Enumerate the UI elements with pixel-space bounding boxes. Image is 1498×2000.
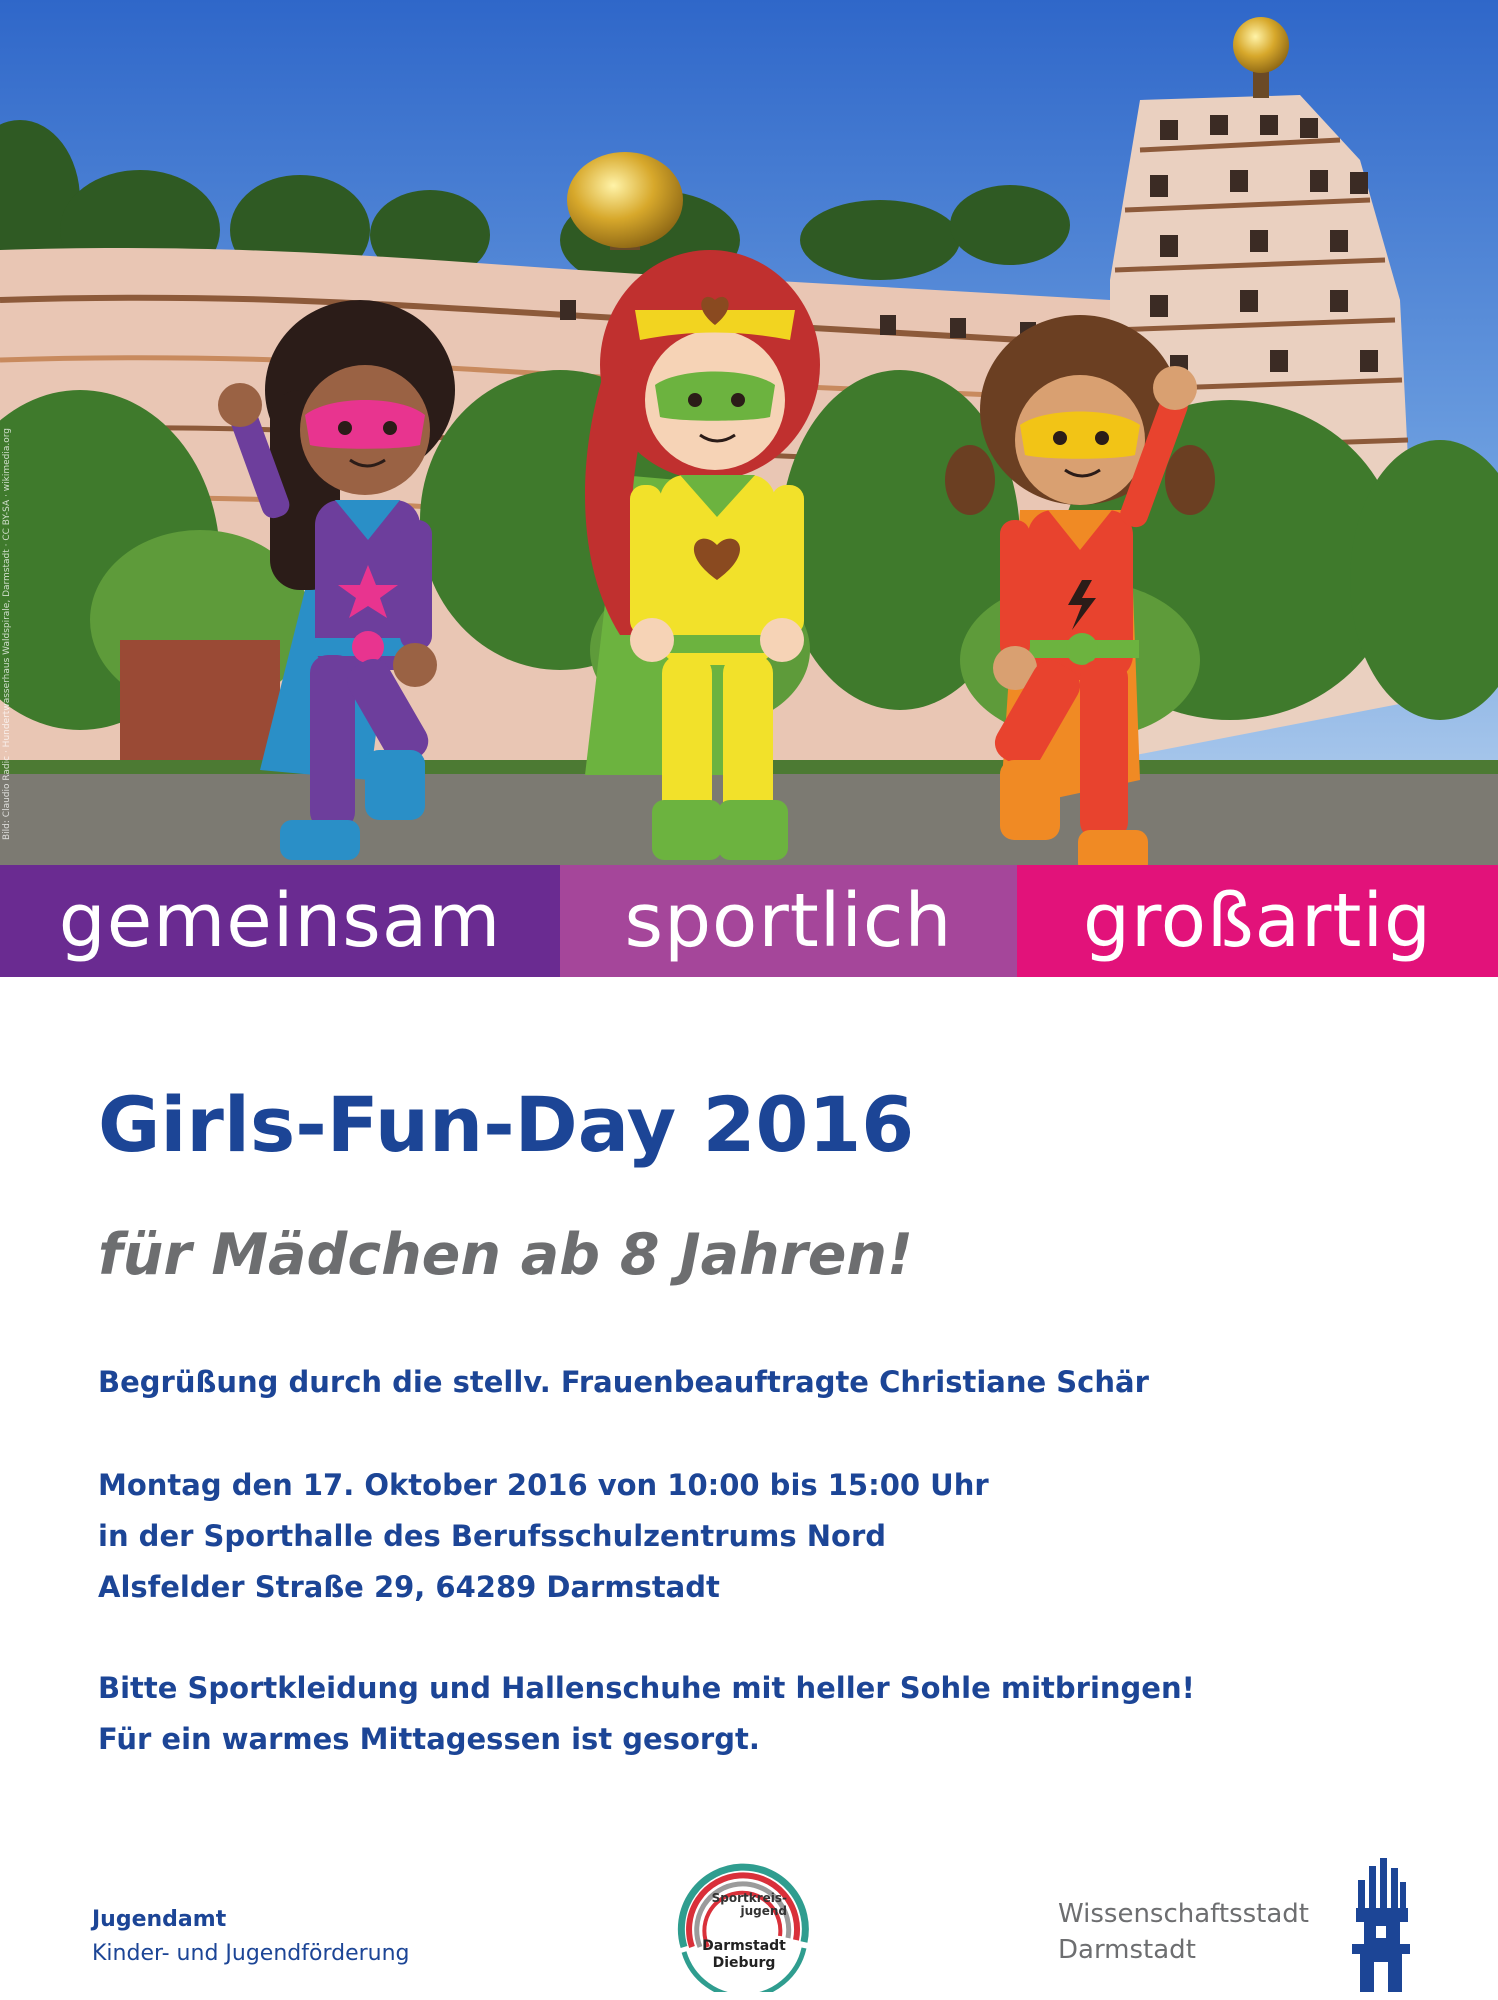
hero-illustration bbox=[0, 0, 1498, 865]
note-clothing: Bitte Sportkleidung und Hallenschuhe mit heller Sohle mitbringen! bbox=[98, 1671, 1195, 1705]
sk-logo-text-1: Sportkreis- bbox=[711, 1891, 787, 1905]
jugendamt-title: Jugendamt bbox=[92, 1907, 227, 1932]
page-subtitle: für Mädchen ab 8 Jahren! bbox=[98, 1222, 913, 1288]
golden-dome-tower bbox=[1233, 17, 1289, 73]
golden-dome-left bbox=[567, 152, 683, 248]
event-venue: in der Sporthalle des Berufsschulzentrums Nord bbox=[98, 1519, 886, 1553]
sportkreisjugend-logo bbox=[664, 1852, 824, 1992]
event-notes bbox=[98, 1663, 1195, 1765]
city-line-2: Darmstadt bbox=[1058, 1935, 1196, 1965]
slogan-bands bbox=[0, 865, 1498, 977]
event-date: Montag den 17. Oktober 2016 von 10:00 bis 15:00 Uhr bbox=[98, 1468, 989, 1502]
city-line-1: Wissenschaftsstadt bbox=[1058, 1899, 1309, 1929]
sk-logo-text-3: Darmstadt bbox=[702, 1938, 786, 1954]
darmstadt-tower-icon bbox=[1352, 1858, 1410, 1992]
greeting-text: Begrüßung durch die stellv. Frauenbeauftragte Christiane Schär bbox=[98, 1365, 1149, 1399]
event-address: Alsfelder Straße 29, 64289 Darmstadt bbox=[98, 1570, 720, 1604]
jugendamt-label bbox=[92, 1903, 410, 1971]
sk-logo-text-4: Dieburg bbox=[712, 1955, 776, 1971]
wissenschaftsstadt-label bbox=[1058, 1896, 1309, 1968]
event-details bbox=[98, 1460, 989, 1613]
sk-logo-text-2: jugend bbox=[740, 1904, 787, 1918]
band-grossartig: großartig bbox=[1017, 865, 1498, 977]
band-sportlich: sportlich bbox=[560, 865, 1017, 977]
note-lunch: Für ein warmes Mittagessen ist gesorgt. bbox=[98, 1722, 760, 1756]
jugendamt-subtitle: Kinder- und Jugendförderung bbox=[92, 1941, 410, 1966]
page-title: Girls-Fun-Day 2016 bbox=[98, 1080, 915, 1169]
photo-credit: Bild: Claudio Radic · Hundertwasserhaus Waldspirale, Darmstadt · CC BY-SA · wikimedia.org bbox=[2, 427, 12, 840]
band-gemeinsam: gemeinsam bbox=[0, 865, 560, 977]
brick-wall bbox=[120, 640, 280, 780]
